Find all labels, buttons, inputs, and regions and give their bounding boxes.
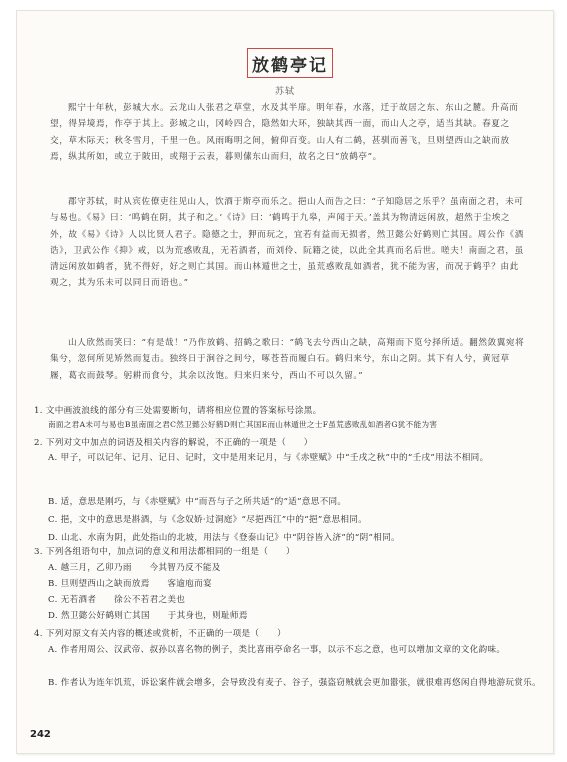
book-page xyxy=(16,10,554,754)
page-title: 放鹤亭记 xyxy=(247,48,333,78)
passage-paragraph-3: 山人欣然而笑曰：“有是哉！”乃作放鹤、招鹤之歌曰：“鹤飞去兮西山之缺，高翔而下览兮择所适。翻然敛翼宛将集兮，忽何所见矫然而复击。独终日于涧谷之间兮，啄苍苔而履白石。鹤归来兮，东山之阴。其下有人兮，黄冠草屦，葛衣而鼓琴。躬耕而食兮，其余以汝饱。归来归来兮，西山不可以久留。” xyxy=(50,338,525,381)
page-number: 242 xyxy=(30,729,51,740)
passage-paragraph-1: 熙宁十年秋，彭城大水。云龙山人张君之草堂，水及其半扉。明年春，水落，迁于故居之东、东山之麓。升高而望，得异境焉，作亭于其上。彭城之山，冈岭四合，隐然如大环，独缺其西一面，而山人之亭，适当其缺。春夏之交，草木际天；秋冬雪月，千里一色。风雨晦明之间，俯仰百变。山人有二鹤，甚驯而善飞，旦则望西山之缺而放焉，纵其所如，或立于陂田，或翔于云表，暮则傃东山而归，故名之曰“放鹤亭”。 xyxy=(50,103,519,162)
author-name: 苏轼 xyxy=(274,87,295,97)
question-3-option-d: D. 然卫懿公好鹤则亡其国 于其身也，则耻师焉 xyxy=(48,611,248,621)
question-3-option-a: A. 越三月，乙卯乃雨 今其智乃反不能及 xyxy=(48,563,221,573)
question-4-option-a: A. 作者用周公、汉武帝、叔孙以喜名物的例子，类比喜雨亭命名一事，以示不忘之意，也可以增加文章的文化韵味。 xyxy=(48,645,506,655)
question-4-option-b: B. 作者认为连年饥荒，诉讼案件就会增多，会导致没有麦子、谷子，强盗窃贼就会更加嚣张，就很难再悠闲自得地游玩赏乐。 xyxy=(48,678,541,688)
question-3-stem: 3. 下列各组语句中，加点词的意义和用法都相同的一组是（ ） xyxy=(34,547,295,557)
question-2-option-b: B. 适，意思是刚巧，与《赤壁赋》中“而吾与子之所共适”的“适”意思不同。 xyxy=(48,497,347,507)
question-2-option-c: C. 挹，文中的意思是斟酒，与《念奴娇·过洞庭》“尽挹西江”中的“挹”意思相同。 xyxy=(48,515,368,525)
question-1-option: 南面之君A未可与易也B虽南面之君C然卫懿公好鹤D则亡其国E而山林遁世之士F虽荒惑败乱如酒者G犹不能为害 xyxy=(48,420,438,429)
question-2-option-d: D. 山北、水南为阴，此处指山的北坡，用法与《登泰山记》中“阴谷皆入济”的“阴”相同。 xyxy=(48,533,400,543)
question-2-stem: 2. 下列对文中加点的词语及相关内容的解说，不正确的一项是（ ） xyxy=(34,438,313,448)
question-1-stem: 1. 文中画波浪线的部分有三处需要断句，请将相应位置的答案标号涂黑。 xyxy=(34,406,322,416)
question-4-stem: 4. 下列对原文有关内容的概述或赏析，不正确的一项是（ ） xyxy=(34,629,286,639)
passage-paragraph-2: 郡守苏轼，时从宾佐僚吏往见山人，饮酒于斯亭而乐之。挹山人而告之曰：“子知隐居之乐乎？虽南面之君，未可与易也。《易》曰：‘鸣鹤在阴，其子和之。’《诗》曰：‘鹤鸣于九皋，声闻于天。’盖其为物清远闲放，超然于尘埃之外，故《易》《诗》人以比贤人君子。隐德之士，狎而玩之，宜若有益而无损者，然卫懿公好鹤则亡其国。周公作《酒诰》，卫武公作《抑》戒，以为荒惑败乱，无若酒者，而刘伶、阮籍之徒，以此全其真而名后世。嗟夫！南面之君，虽清远闲放如鹤者，犹不得好，好之则亡其国。而山林遁世之士，虽荒惑败乱如酒者，犹不能为害，而况于鹤乎？由此观之，其为乐未可以同日而语也。” xyxy=(50,197,524,289)
question-3-option-b: B. 旦则望西山之缺而放焉 客逾庖而宴 xyxy=(48,579,212,589)
question-2-option-a: A. 甲子，可以记年、记月、记日、记时，文中是用来记月，与《赤壁赋》中“壬戌之秋”中的“壬戌”用法不相同。 xyxy=(48,453,489,463)
question-3-option-c: C. 无若酒者 徐公不若君之美也 xyxy=(48,595,186,605)
